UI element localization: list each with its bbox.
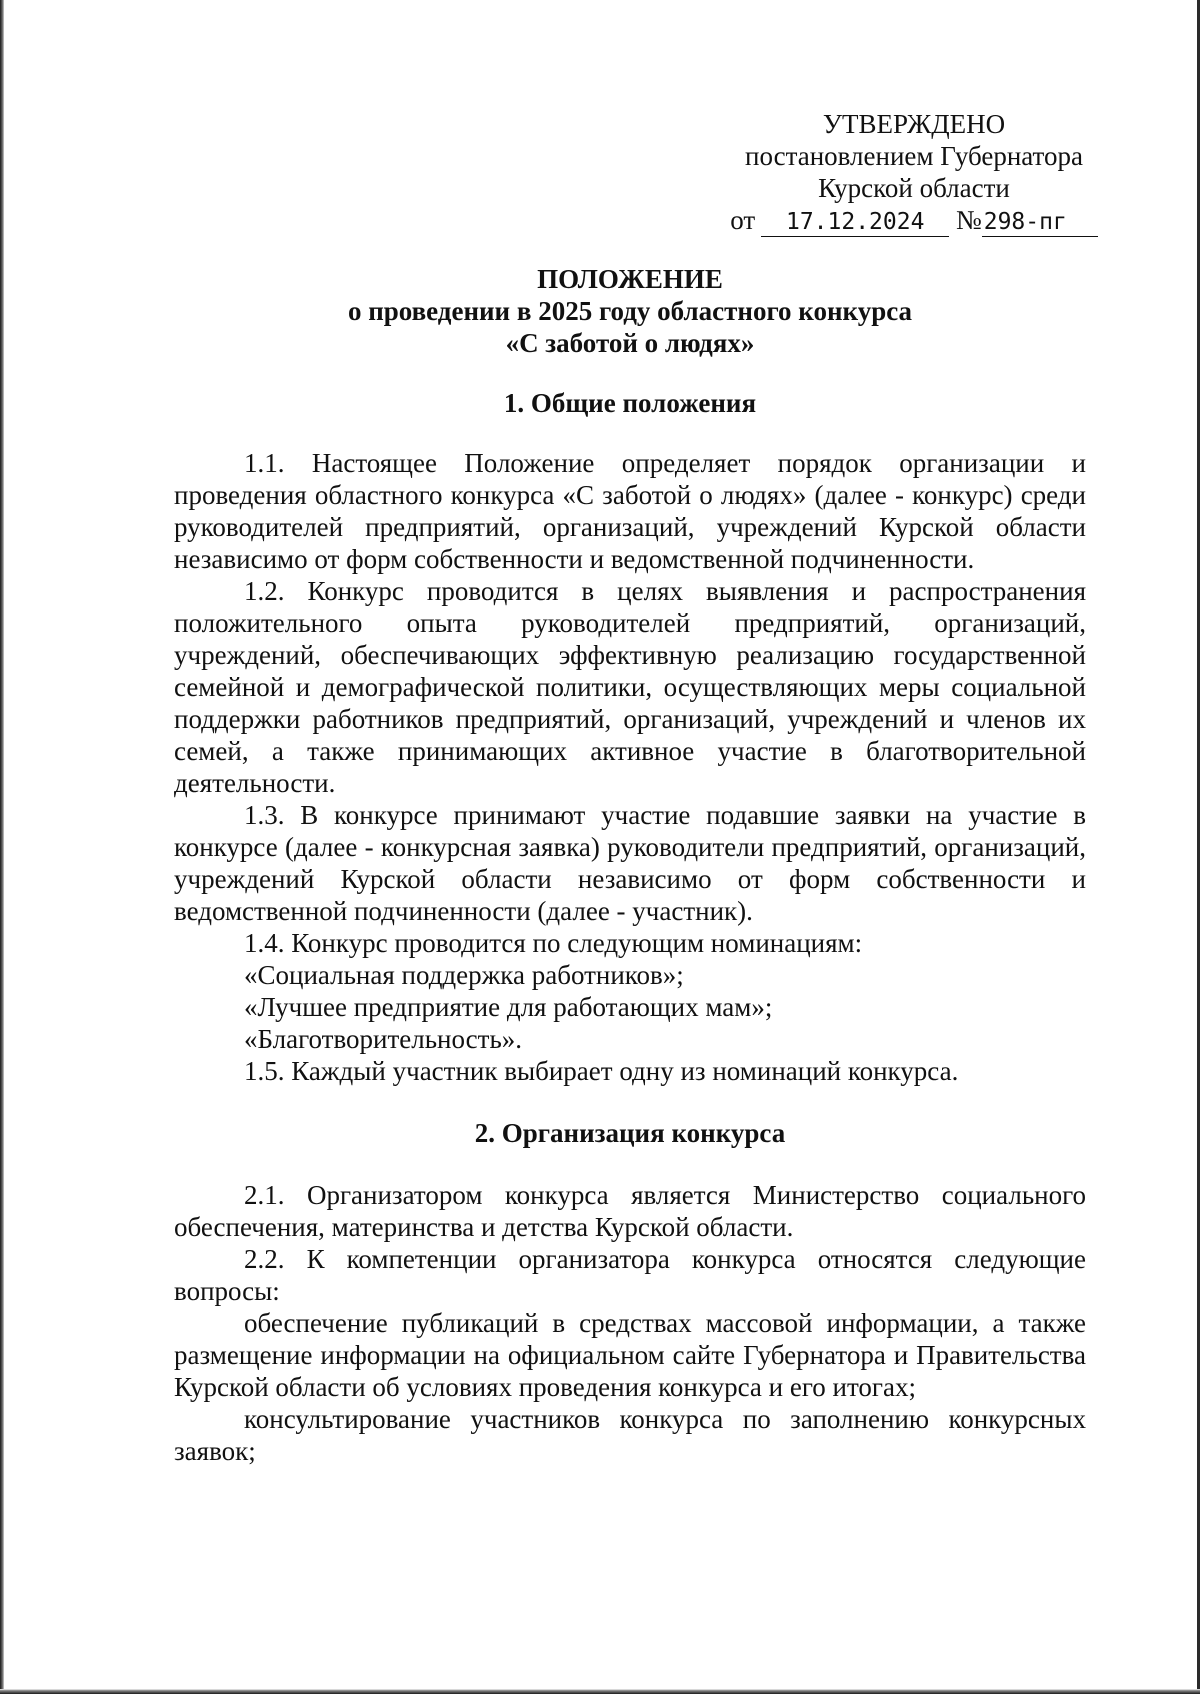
date-value: 17.12.2024 bbox=[761, 208, 949, 237]
title-line-2: о проведении в 2025 году областного конкурса bbox=[347, 296, 913, 326]
document-page bbox=[174, 108, 1086, 1467]
approval-date-line bbox=[714, 204, 1114, 237]
nomination-3: «Благотворительность». bbox=[244, 1024, 523, 1054]
approval-word: УТВЕРЖДЕНО bbox=[822, 109, 1006, 139]
paragraph-2-1: 2.1. Организатором конкурса является Министерство социального обеспечения, материнства и детства Курской области. bbox=[174, 1180, 1086, 1242]
number-prefix: № bbox=[955, 205, 982, 235]
document-title bbox=[174, 263, 1086, 359]
section-2-body bbox=[174, 1179, 1086, 1467]
paragraph-1-3: 1.3. В конкурсе принимают участие подавшие заявки на участие в конкурсе (далее - конкурсная заявка) руководители предприятий, организаций, учреждений Курской области независимо от форм собственности и ведомственной подчиненности (далее - участник). bbox=[174, 800, 1086, 926]
date-prefix: от bbox=[730, 205, 756, 235]
paragraph-1-5: 1.5. Каждый участник выбирает одну из номинаций конкурса. bbox=[244, 1056, 959, 1086]
section-1-body bbox=[174, 447, 1086, 1087]
section-1-heading: 1. Общие положения bbox=[503, 388, 757, 418]
paragraph-2-2-item-2: консультирование участников конкурса по заполнению конкурсных заявок; bbox=[174, 1404, 1086, 1466]
title-line-1: ПОЛОЖЕНИЕ bbox=[537, 264, 723, 294]
scan-edge-left bbox=[0, 0, 4, 1694]
paragraph-1-4: 1.4. Конкурс проводится по следующим номинациям: bbox=[244, 928, 863, 958]
paragraph-1-2: 1.2. Конкурс проводится в целях выявления и распространения положительного опыта руководителей предприятий, организаций, учреждений, обеспечивающих эффективную реализацию государственной семейной и демографической политики, осуществляющих меры социальной поддержки работников предприятий, организаций, учреждений и членов их семей, а также принимающих активное участие в благотворительной деятельности. bbox=[174, 576, 1086, 798]
nomination-1: «Социальная поддержка работников»; bbox=[244, 960, 684, 990]
title-line-3: «С заботой о людях» bbox=[505, 328, 755, 358]
approval-line-2: Курской области bbox=[818, 173, 1010, 203]
paragraph-1-1: 1.1. Настоящее Положение определяет порядок организации и проведения областного конкурса «С заботой о людях» (далее - конкурс) среди руководителей предприятий, организаций, учреждений Курской области независимо от форм собственности и ведомственной подчиненности. bbox=[174, 448, 1086, 574]
scan-edge-bottom bbox=[0, 1689, 1200, 1694]
approval-stamp-block bbox=[714, 108, 1114, 237]
section-2-heading: 2. Организация конкурса bbox=[474, 1118, 786, 1148]
nomination-2: «Лучшее предприятие для работающих мам»; bbox=[244, 992, 773, 1022]
paragraph-2-2: 2.2. К компетенции организатора конкурса относятся следующие вопросы: bbox=[174, 1244, 1086, 1306]
number-value: 298-пг bbox=[982, 208, 1098, 237]
paragraph-2-2-item-1: обеспечение публикаций в средствах массовой информации, а также размещение информации на официальном сайте Губернатора и Правительства Курской области об условиях проведения конкурса и его итогах; bbox=[174, 1308, 1086, 1402]
approval-line-1: постановлением Губернатора bbox=[745, 141, 1083, 171]
